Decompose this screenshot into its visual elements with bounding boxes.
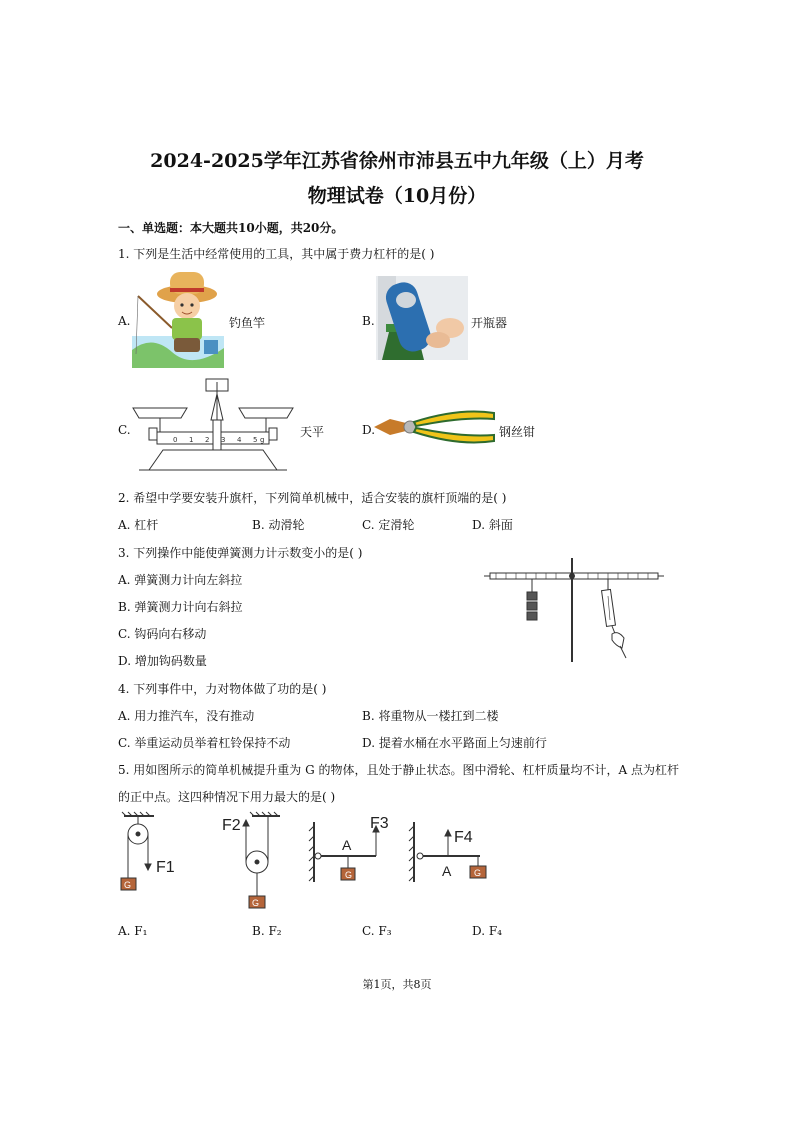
- q3-option-d: D. 增加钩码数量: [118, 654, 207, 668]
- q5-fig3-f3-label: F3: [370, 815, 389, 832]
- section-heading: 一、单选题：本大题共10小题，共20分。: [118, 221, 344, 235]
- q1-option-a-label: A.: [118, 314, 131, 328]
- q5-fig4-g-label: G: [474, 868, 482, 878]
- q4-stem: 4. 下列事件中，力对物体做了功的是( ): [118, 682, 327, 696]
- q1-stem: 1. 下列是生活中经常使用的工具，其中属于费力杠杆的是( ): [118, 247, 435, 261]
- q5-option-b: B. F₂: [252, 924, 282, 938]
- q5-fig3-a-label: A: [342, 837, 352, 853]
- q5-figure-movable-pulley: [218, 812, 288, 912]
- q3-stem: 3. 下列操作中能使弹簧测力计示数变小的是( ): [118, 546, 363, 560]
- q5-fig4-a-label: A: [442, 863, 452, 879]
- q1-option-c-label: C.: [118, 423, 131, 437]
- page-title: 2024-2025学年江苏省徐州市沛县五中九年级（上）月考: [150, 150, 644, 172]
- q5-fig4-f4-label: F4: [454, 829, 473, 846]
- q3-option-b: B. 弹簧测力计向右斜拉: [118, 600, 243, 614]
- balance-scale-image: [129, 376, 297, 482]
- ruler-tick-2: 2: [205, 436, 210, 444]
- q2-option-d: D. 斜面: [472, 518, 513, 532]
- page-subtitle: 物理试卷（10月份）: [307, 185, 487, 207]
- q2-option-a: A. 杠杆: [118, 518, 159, 532]
- q1-option-b-text: 开瓶器: [471, 316, 508, 330]
- q5-option-a: A. F₁: [118, 924, 148, 938]
- q5-stem-line1: 5. 用如图所示的简单机械提升重为 G 的物体，且处于静止状态。图中滑轮、杠杆质量均不计，A 点为杠杆: [118, 763, 679, 777]
- q5-figure-lever-force-end: [308, 812, 400, 884]
- fishing-boy-image: [132, 266, 224, 368]
- page-footer: 第1页，共8页: [362, 978, 432, 991]
- ruler-tick-4: 4: [237, 436, 242, 444]
- q1-option-d-text: 钢丝钳: [499, 425, 536, 439]
- q5-fig2-f2-label: F2: [222, 817, 241, 834]
- q5-fig2-g-label: G: [252, 898, 260, 908]
- q4-option-c: C. 举重运动员举着杠铃保持不动: [118, 736, 291, 750]
- q1-option-b-label: B.: [362, 314, 375, 328]
- q4-option-d: D. 提着水桶在水平路面上匀速前行: [362, 736, 547, 750]
- q5-option-d: D. F₄: [472, 924, 502, 938]
- q1-option-c-text: 天平: [300, 425, 325, 439]
- q4-option-a: A. 用力推汽车，没有推动: [118, 709, 255, 723]
- q1-option-a-text: 钓鱼竿: [229, 316, 266, 330]
- ruler-tick-1: 1: [189, 436, 194, 444]
- q1-option-d-label: D.: [362, 423, 376, 437]
- pliers-image: [372, 407, 496, 447]
- q5-option-c: C. F₃: [362, 924, 392, 938]
- q3-option-a: A. 弹簧测力计向左斜拉: [118, 573, 243, 587]
- q5-figure-lever-force-middle: [408, 812, 500, 884]
- q3-option-c: C. 钩码向右移动: [118, 627, 207, 641]
- q5-fig1-f1-label: F1: [156, 859, 175, 876]
- q4-option-b: B. 将重物从一楼扛到二楼: [362, 709, 499, 723]
- bottle-opener-image: [376, 276, 468, 360]
- q5-figure-fixed-pulley: [116, 812, 186, 894]
- q2-option-c: C. 定滑轮: [362, 518, 415, 532]
- ruler-tick-5: 5: [253, 436, 258, 444]
- q5-fig1-g-label: G: [124, 880, 132, 890]
- q2-option-b: B. 动滑轮: [252, 518, 305, 532]
- ruler-tick-0: 0: [173, 436, 178, 444]
- ruler-tick-3: 3: [221, 436, 226, 444]
- ruler-unit: g: [260, 436, 265, 444]
- q5-stem-line2: 的正中点。这四种情况下用力最大的是( ): [118, 790, 336, 804]
- q5-fig3-g-label: G: [345, 870, 353, 880]
- lever-spring-scale-figure: [484, 558, 664, 664]
- q2-stem: 2. 希望中学要安装升旗杆，下列简单机械中，适合安装的旗杆顶端的是( ): [118, 491, 507, 505]
